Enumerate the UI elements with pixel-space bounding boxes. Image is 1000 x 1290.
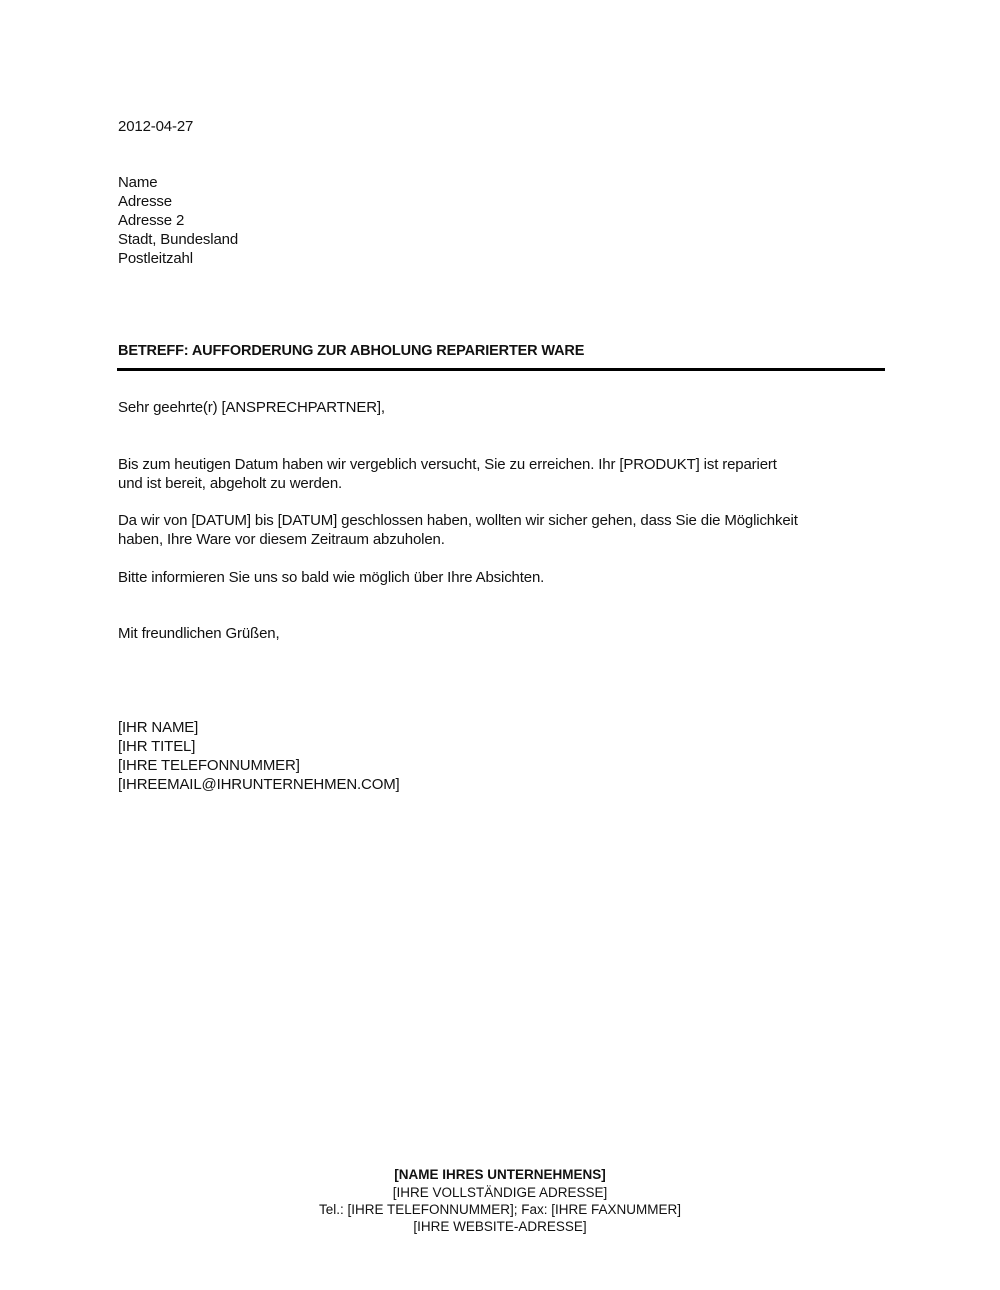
- signature-email: [IHREEMAIL@IHRUNTERNEHMEN.COM]: [118, 776, 400, 793]
- signature-title: [IHR TITEL]: [118, 738, 196, 755]
- closing: Mit freundlichen Grüßen,: [118, 625, 280, 642]
- letter-date: 2012-04-27: [118, 118, 194, 135]
- paragraph-2-line-2: haben, Ihre Ware vor diesem Zeitraum abzuholen.: [118, 531, 445, 548]
- recipient-address-line: Adresse: [118, 193, 172, 210]
- recipient-city: Stadt, Bundesland: [118, 231, 239, 248]
- footer-website: [IHRE WEBSITE-ADRESSE]: [413, 1219, 587, 1234]
- paragraph-3: Bitte informieren Sie uns so bald wie möglich über Ihre Absichten.: [118, 569, 545, 586]
- salutation: Sehr geehrte(r) [ANSPRECHPARTNER],: [118, 399, 385, 416]
- footer-address: [IHRE VOLLSTÄNDIGE ADRESSE]: [392, 1185, 608, 1200]
- footer-contact: Tel.: [IHRE TELEFONNUMMER]; Fax: [IHRE FAXNUMMER]: [318, 1202, 682, 1217]
- recipient-address-line-2: Adresse 2: [118, 212, 185, 229]
- signature-phone: [IHRE TELEFONNUMMER]: [118, 757, 300, 774]
- footer-company: [NAME IHRES UNTERNEHMENS]: [394, 1167, 606, 1182]
- subject-divider: [117, 368, 885, 371]
- paragraph-1-line-1: Bis zum heutigen Datum haben wir vergeblich versucht, Sie zu erreichen. Ihr [PRODUKT] ist repariert: [118, 456, 777, 473]
- subject-line: BETREFF: AUFFORDERUNG ZUR ABHOLUNG REPARIERTER WARE: [118, 343, 585, 359]
- paragraph-1-line-2: und ist bereit, abgeholt zu werden.: [118, 475, 343, 492]
- recipient-name: Name: [118, 174, 158, 191]
- recipient-postcode: Postleitzahl: [118, 250, 193, 267]
- paragraph-2-line-1: Da wir von [DATUM] bis [DATUM] geschlossen haben, wollten wir sicher gehen, dass Sie die Möglichkeit: [118, 512, 798, 529]
- signature-name: [IHR NAME]: [118, 719, 199, 736]
